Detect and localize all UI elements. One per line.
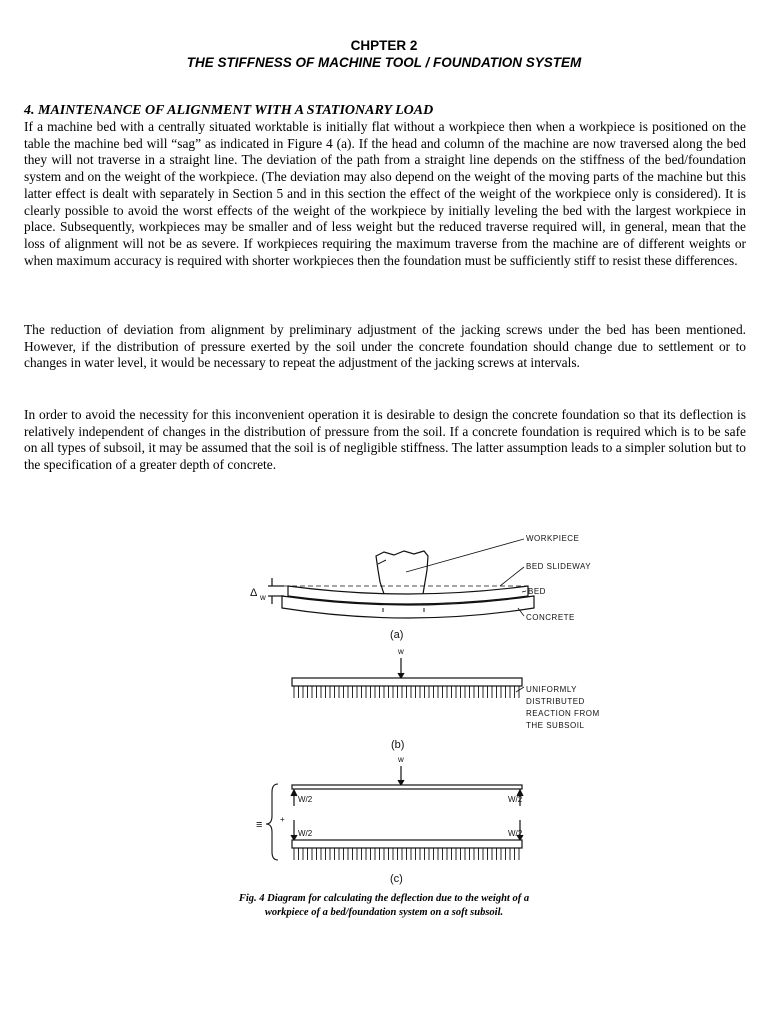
panel-a-sag-diagram xyxy=(268,539,534,618)
leader-bed-slideway xyxy=(500,567,524,586)
equivalence-symbol: ≡ xyxy=(256,819,263,831)
load-arrowhead-c xyxy=(398,780,404,785)
load-label-c: w xyxy=(398,755,404,764)
load-arrowhead-b xyxy=(398,673,404,678)
caption-line-1: Fig. 4 Diagram for calculating the deflection due to the weight of a xyxy=(238,893,530,904)
support-arrowhead-top-left xyxy=(291,790,297,796)
label-workpiece: WORKPIECE xyxy=(526,534,580,543)
reaction-label-2: DISTRIBUTED xyxy=(526,697,585,706)
beam-b xyxy=(292,678,522,686)
panel-a-label: (a) xyxy=(390,629,404,641)
label-concrete: CONCRETE xyxy=(526,613,575,622)
chapter-title: CHPTER 2 xyxy=(350,38,418,53)
plus-symbol: + xyxy=(280,815,285,824)
reaction-hatching-c xyxy=(294,848,519,860)
reaction-label-4: THE SUBSOIL xyxy=(526,721,585,730)
figure-caption xyxy=(160,892,608,920)
panel-b-label: (b) xyxy=(391,739,405,751)
reaction-label-3: REACTION FROM xyxy=(526,709,600,718)
label-bed: BED xyxy=(528,587,546,596)
chapter-subtitle: THE STIFFNESS OF MACHINE TOOL / FOUNDATION SYSTEM xyxy=(186,55,582,70)
reaction-label-1: UNIFORMLY xyxy=(526,685,578,694)
panel-c-superposition xyxy=(266,766,523,860)
paragraph-jacking-screws: The reduction of deviation from alignment by preliminary adjustment of the jacking screws under the bed has been mentioned. However, if the distribution of pressure exerted by the soil under the concrete foundation should change due to settlement or to changes in water level, it would be necessary to repeat the adjustment of the jacking screws at intervals. xyxy=(24,322,746,371)
paragraph-alignment-sag: If a machine bed with a centrally situated worktable is initially flat without a workpiece then when a workpiece is positioned on the table the machine bed will “sag” as indicated in Figure 4 (a). If the head and column of the machine are now traversed along the bed they will not traverse in a straight line. The deviation of the path from a straight line depends on the stiffness of the bed/foundation system and on the weight of the workpiece. (The deviation may also depend on the weight of the moving parts of the machine but this latter effect is dealt with separately in Section 5 and in this section the effect of the weight of the workpiece only is considered). It is clearly possible to avoid the worst effects of the weight of the workpiece by initially leveling the bed with the largest workpiece in place. Subsequently, workpieces may be smaller and of less weight but the reduced traverse required will, in general, mean that the loss of alignment will not be as severe. If workpieces requiring the maximum traverse from the machine are of different weights or when maximum accuracy is required with shorter workpieces then the foundation must be sufficiently stiff to resist these differences. xyxy=(24,119,746,268)
half-load-bottom-left: W/2 xyxy=(298,829,313,838)
beam-c-bottom xyxy=(292,840,522,848)
leader-reaction xyxy=(516,687,524,692)
label-bed-slideway: BED SLIDEWAY xyxy=(526,562,592,571)
brace-bracket xyxy=(266,784,278,860)
delta-w-subscript: w xyxy=(260,593,266,602)
half-load-bottom-right: W/2 xyxy=(508,829,523,838)
caption-line-2: workpiece of a bed/foundation system on a soft subsoil. xyxy=(264,907,504,918)
half-load-top-right: W/2 xyxy=(508,795,523,804)
load-label-b: w xyxy=(398,647,404,656)
half-load-top-left: W/2 xyxy=(298,795,313,804)
section-heading: 4. MAINTENANCE OF ALIGNMENT WITH A STATIONARY LOAD xyxy=(24,103,434,118)
load-arrowhead-bottom-left xyxy=(291,835,297,840)
reaction-hatching xyxy=(294,686,519,698)
panel-c-label: (c) xyxy=(390,873,403,885)
figure-4-diagram xyxy=(228,520,618,890)
paragraph-foundation-design: In order to avoid the necessity for this inconvenient operation it is desirable to design the concrete foundation so that its deflection is relatively independent of changes in the distribution of pressure from the soil. If a concrete foundation is required which is to be safe on all types of subsoil, it may be assumed that the soil is of negligible stiffness. The latter assumption leads to a simpler solution but to the specification of a greater depth of concrete. xyxy=(24,407,746,473)
beam-c-top xyxy=(292,785,522,789)
delta-symbol: Δ xyxy=(250,587,258,599)
panel-b-load-diagram xyxy=(292,658,524,698)
